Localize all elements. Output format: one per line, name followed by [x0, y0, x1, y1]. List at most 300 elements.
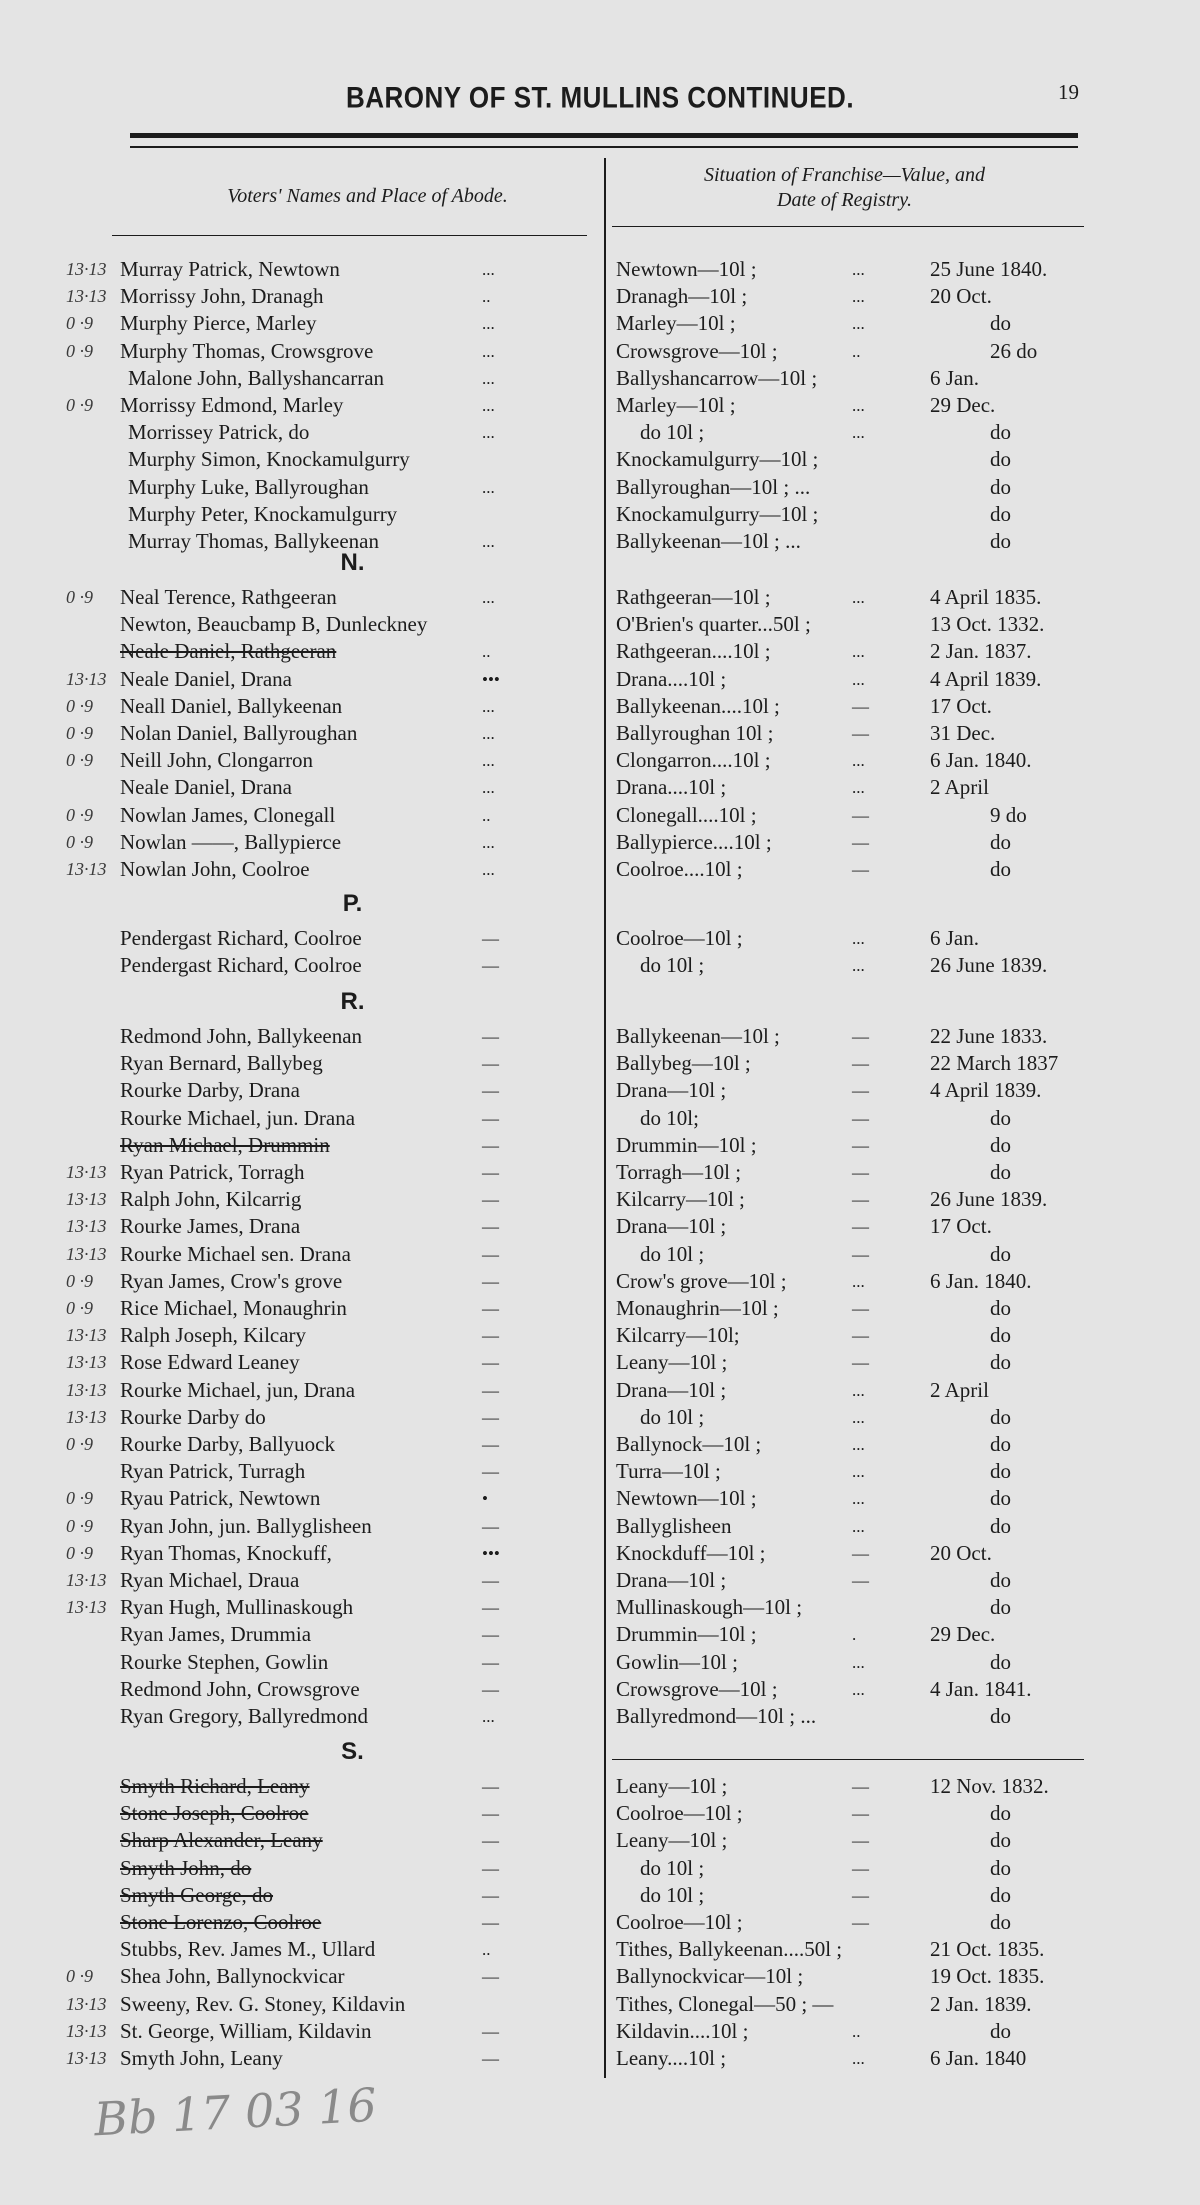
voter-name: Ryan Michael, Drummin — [120, 1132, 330, 1157]
voter-row — [0, 1377, 1200, 1404]
place-leader-dots: — — [852, 1190, 869, 1210]
margin-mark: 13·13 — [66, 1352, 107, 1373]
place-leader-dots: — — [852, 1858, 869, 1878]
franchise-place: Clonegall....10l ; — [616, 802, 757, 827]
place-leader-dots: — — [852, 1543, 869, 1563]
registry-date: 6 Jan. — [930, 365, 979, 390]
franchise-place: do 10l ; — [640, 1882, 705, 1907]
leader-dots: ... — [482, 532, 495, 551]
registry-date: 26 June 1839. — [930, 1187, 1048, 1212]
franchise-place: Coolroe—10l ; — [616, 1910, 743, 1934]
franchise-place: Ballyroughan 10l ; — [616, 721, 774, 745]
registry-date: 31 Dec. — [930, 721, 996, 745]
franchise-place: Crowsgrove—10l ; — [616, 338, 778, 363]
voter-name: Stone Lorenzo, Coolroe — [120, 1910, 322, 1934]
registry-date: 25 June 1840. — [930, 257, 1048, 281]
place-leader-dots: — — [852, 696, 869, 716]
voter-name: Smyth George, do — [120, 1882, 274, 1907]
place-leader-dots: ... — [852, 423, 865, 443]
place-leader-dots: — — [852, 1326, 869, 1346]
margin-mark: 13·13 — [66, 1325, 107, 1346]
place-leader-dots: ... — [852, 2049, 865, 2068]
margin-mark: 13·13 — [66, 1216, 107, 1237]
voter-row — [0, 1513, 1200, 1540]
leader-dots: — — [482, 2021, 499, 2041]
place-leader-dots: — — [852, 1217, 869, 1237]
right-header-rule — [612, 226, 1084, 227]
franchise-place: Drana....10l ; — [616, 775, 727, 800]
voter-name: St. George, William, Kildavin — [120, 2018, 372, 2043]
right-column-header-line1: Situation of Franchise—Value, and — [703, 164, 986, 186]
voter-row — [0, 1268, 1200, 1295]
voter-row — [0, 392, 1200, 419]
voter-row — [0, 1295, 1200, 1322]
registry-date: 21 Oct. 1835. — [930, 1937, 1045, 1962]
leader-dots: — — [482, 1081, 499, 1101]
place-leader-dots: ... — [852, 778, 865, 798]
page-number: 19 — [1058, 80, 1079, 104]
franchise-place: Newtown—10l ; — [616, 1486, 757, 1511]
voter-name: Rose Edward Leaney — [120, 1350, 300, 1375]
leader-dots: — — [482, 1435, 499, 1454]
leader-dots: ... — [482, 260, 495, 279]
margin-mark: 0 ·9 — [66, 1434, 93, 1454]
section-letter: N. — [340, 549, 365, 576]
leader-dots: — — [482, 1831, 499, 1851]
place-leader-dots: ... — [852, 314, 865, 334]
voter-name: Ralph Joseph, Kilcary — [120, 1323, 307, 1348]
leader-dots: — — [482, 1108, 499, 1128]
voter-row — [0, 1349, 1200, 1376]
registry-date: 12 Nov. 1832. — [930, 1774, 1049, 1798]
leader-dots: — — [482, 956, 499, 976]
franchise-place: Coolroe—10l ; — [616, 1801, 743, 1826]
margin-mark: 13·13 — [66, 1162, 107, 1182]
leader-dots: ... — [482, 341, 495, 361]
voter-row — [0, 611, 1200, 638]
registry-date: do — [990, 447, 1011, 472]
leader-dots: — — [482, 1885, 499, 1905]
voter-name: Sharp Alexander, Leany — [120, 1828, 323, 1853]
registry-date: do — [990, 501, 1011, 526]
voter-row — [0, 1827, 1200, 1854]
place-leader-dots: ... — [852, 1516, 865, 1536]
margin-mark: 0 ·9 — [66, 1488, 93, 1509]
registry-date: do — [990, 1105, 1011, 1130]
voter-row — [0, 256, 1200, 283]
voter-name: Rourke Darby, Drana — [120, 1078, 300, 1103]
voter-name: Rice Michael, Monaughrin — [120, 1296, 347, 1320]
voter-name: Neall Daniel, Ballykeenan — [120, 693, 343, 718]
voter-name: Sweeny, Rev. G. Stoney, Kildavin — [120, 1991, 406, 2016]
voter-name: Neale Daniel, Drana — [120, 666, 292, 691]
registry-date: do — [990, 420, 1011, 445]
margin-mark: 0 ·9 — [66, 1298, 93, 1318]
leader-dots: — — [482, 1326, 499, 1346]
voter-name: Pendergast Richard, Coolroe — [120, 953, 362, 978]
voter-row — [0, 1050, 1200, 1077]
voter-name: Smyth Richard, Leany — [120, 1774, 310, 1798]
voter-row — [0, 1936, 1200, 1963]
leader-dots: • — [482, 1489, 488, 1509]
voter-name: Ryan James, Crow's grove — [120, 1268, 343, 1293]
leader-dots: ... — [482, 423, 495, 443]
margin-mark: 0 ·9 — [66, 1515, 93, 1536]
franchise-place: Leany—10l ; — [616, 1774, 728, 1798]
voter-name: Neill John, Clongarron — [120, 748, 314, 773]
leader-dots: — — [482, 1571, 499, 1590]
leader-dots: .. — [482, 642, 491, 662]
voter-name: Ryan James, Drummia — [120, 1622, 312, 1647]
leader-dots: — — [482, 2049, 499, 2068]
voter-row — [0, 1676, 1200, 1703]
registry-date: 4 April 1839. — [930, 666, 1042, 691]
voter-row — [0, 1567, 1200, 1594]
margin-mark: 13·13 — [66, 668, 107, 689]
voter-name: Murphy Pierce, Marley — [120, 311, 317, 336]
voter-row — [0, 829, 1200, 856]
section-rule — [612, 1759, 1084, 1760]
place-leader-dots: . — [852, 1625, 857, 1645]
place-leader-dots: — — [852, 1831, 869, 1851]
franchise-place: Gowlin—10l ; — [616, 1649, 738, 1674]
voter-row — [0, 419, 1200, 446]
place-leader-dots: ... — [852, 396, 865, 415]
margin-mark: 13·13 — [66, 1597, 107, 1618]
place-leader-dots: — — [852, 860, 869, 879]
leader-dots: ... — [482, 724, 495, 743]
voter-name: Rourke Michael, jun, Drana — [120, 1377, 356, 1402]
registry-date: do — [990, 1855, 1011, 1880]
registry-date: do — [990, 1828, 1011, 1853]
registry-date: 26 June 1839. — [930, 953, 1048, 978]
margin-mark: 13·13 — [66, 286, 107, 307]
voter-row — [0, 1855, 1200, 1882]
franchise-place: O'Brien's quarter...50l ; — [616, 612, 811, 637]
place-leader-dots: — — [852, 1299, 869, 1318]
voter-row — [0, 747, 1200, 774]
franchise-place: Kilcarry—10l ; — [616, 1187, 745, 1212]
voter-row — [0, 1159, 1200, 1186]
header-rule-thick — [130, 133, 1078, 138]
voter-row — [0, 446, 1200, 473]
leader-dots: ... — [482, 396, 495, 415]
voter-row — [0, 1963, 1200, 1990]
franchise-place: Tithes, Clonegal—50 ; — — [616, 1991, 834, 2016]
registry-date: 29 Dec. — [930, 1622, 996, 1647]
place-leader-dots: — — [852, 1027, 869, 1046]
franchise-place: Crowsgrove—10l ; — [616, 1676, 778, 1701]
place-leader-dots: ... — [852, 1407, 865, 1427]
voter-row — [0, 1132, 1200, 1159]
registry-date: 26 do — [990, 338, 1038, 363]
right-column-header — [612, 163, 1077, 213]
margin-mark: 0 ·9 — [66, 804, 93, 825]
franchise-place: Coolroe—10l ; — [616, 926, 743, 950]
leader-dots: — — [482, 1777, 499, 1796]
place-leader-dots: — — [852, 1244, 869, 1264]
franchise-place: Tithes, Ballykeenan....50l ; — [616, 1937, 843, 1962]
registry-date: 6 Jan. 1840. — [930, 1268, 1032, 1293]
place-leader-dots: — — [852, 1777, 869, 1796]
place-leader-dots: ... — [852, 1271, 865, 1291]
franchise-place: Mullinaskough—10l ; — [616, 1595, 803, 1620]
voter-row — [0, 1023, 1200, 1050]
leader-dots: — — [482, 1407, 499, 1427]
registry-date: do — [990, 1568, 1011, 1592]
leader-dots: — — [482, 1054, 499, 1074]
registry-date: do — [990, 829, 1011, 854]
leader-dots: — — [482, 1380, 499, 1400]
voter-name: Stubbs, Rev. James M., Ullard — [120, 1937, 376, 1962]
franchise-place: Dranagh—10l ; — [616, 284, 748, 309]
registry-date: do — [990, 529, 1011, 553]
voter-row — [0, 365, 1200, 392]
voter-name: Morrissy Edmond, Marley — [120, 393, 344, 417]
margin-mark: 0 ·9 — [66, 750, 93, 771]
voter-name: Murphy Simon, Knockamulgurry — [128, 447, 410, 472]
registry-date: 17 Oct. — [930, 693, 992, 718]
voter-row — [0, 1105, 1200, 1132]
voter-name: Shea John, Ballynockvicar — [120, 1964, 345, 1989]
franchise-place: Knockamulgurry—10l ; — [616, 447, 819, 472]
voter-row — [0, 925, 1200, 952]
voter-name: Malone John, Ballyshancarran — [128, 365, 385, 390]
leader-dots: — — [482, 1027, 499, 1046]
leader-dots: — — [482, 1913, 499, 1932]
voter-name: Pendergast Richard, Coolroe — [120, 926, 362, 950]
voter-row — [0, 1621, 1200, 1648]
place-leader-dots: — — [852, 1353, 869, 1373]
margin-mark: 0 ·9 — [66, 695, 93, 716]
margin-mark: 13·13 — [66, 1379, 107, 1400]
franchise-place: Drummin—10l ; — [616, 1622, 757, 1647]
voter-row — [0, 693, 1200, 720]
franchise-place: Drana—10l ; — [616, 1377, 727, 1402]
registry-date: do — [990, 1704, 1011, 1728]
voter-row — [0, 1404, 1200, 1431]
place-leader-dots: .. — [852, 341, 861, 361]
leader-dots: — — [482, 1163, 499, 1182]
leader-dots: — — [482, 1244, 499, 1264]
voter-row — [0, 1322, 1200, 1349]
voter-name: Ryan Gregory, Ballyredmond — [120, 1704, 368, 1728]
voter-name: Rourke Stephen, Gowlin — [120, 1649, 329, 1674]
header-rule-thin — [130, 146, 1078, 148]
page-title: BARONY OF ST. MULLINS CONTINUED. — [345, 79, 855, 115]
registry-date: do — [990, 1160, 1011, 1184]
voter-name: Murphy Peter, Knockamulgurry — [128, 501, 398, 526]
margin-mark: 13·13 — [66, 1406, 107, 1427]
registry-date: 20 Oct. — [930, 1540, 992, 1565]
voter-name: Murphy Thomas, Crowsgrove — [120, 338, 374, 363]
voter-name: Rourke Michael, jun. Drana — [120, 1105, 356, 1130]
leader-dots: — — [482, 1190, 499, 1210]
voter-row — [0, 1458, 1200, 1485]
voter-name: Ryan Hugh, Mullinaskough — [120, 1595, 354, 1620]
franchise-place: Ballyredmond—10l ; ... — [616, 1704, 817, 1728]
franchise-place: do 10l ; — [640, 1404, 705, 1429]
franchise-place: Marley—10l ; — [616, 393, 736, 417]
franchise-place: Ballykeenan—10l ; ... — [616, 529, 801, 553]
leader-dots: ... — [482, 778, 495, 798]
place-leader-dots: — — [852, 832, 869, 852]
leader-dots: — — [482, 1353, 499, 1373]
franchise-place: Ballyglisheen — [616, 1513, 732, 1538]
voter-row — [0, 1649, 1200, 1676]
voter-row — [0, 2018, 1200, 2045]
franchise-place: Rathgeeran....10l ; — [616, 639, 771, 664]
leader-dots: — — [482, 929, 499, 948]
voter-name: Neal Terence, Rathgeeran — [120, 585, 337, 609]
place-leader-dots: — — [852, 805, 869, 825]
place-leader-dots: .. — [852, 2021, 861, 2041]
franchise-place: Clongarron....10l ; — [616, 748, 771, 773]
voter-name: Smyth John, do — [120, 1855, 252, 1880]
voter-name: Murphy Luke, Ballyroughan — [128, 474, 369, 499]
voter-name: Rourke James, Drana — [120, 1214, 301, 1239]
voter-row — [0, 1909, 1200, 1936]
leader-dots: — — [482, 1598, 499, 1618]
registry-date: 13 Oct. 1332. — [930, 612, 1045, 637]
registry-date: do — [990, 1882, 1011, 1907]
voter-row — [0, 1540, 1200, 1567]
franchise-place: Leany—10l ; — [616, 1350, 728, 1375]
place-leader-dots: — — [852, 1054, 869, 1074]
place-leader-dots: ... — [852, 1489, 865, 1509]
voter-name: Nowlan John, Coolroe — [120, 857, 310, 881]
registry-date: do — [990, 311, 1011, 336]
registry-date: 29 Dec. — [930, 393, 996, 417]
voter-row — [0, 2045, 1200, 2072]
leader-dots: ... — [482, 314, 495, 334]
leader-dots: — — [482, 1804, 499, 1824]
voter-name: Ryan Bernard, Ballybeg — [120, 1051, 323, 1076]
registry-date: 2 April — [930, 775, 989, 800]
leader-dots: ... — [482, 368, 495, 388]
voter-name: Ryau Patrick, Newtown — [120, 1486, 321, 1511]
franchise-place: do 10l ; — [640, 1241, 705, 1266]
section-letter: S. — [341, 1738, 364, 1765]
place-leader-dots: — — [852, 1804, 869, 1824]
registry-date: do — [990, 474, 1011, 499]
place-leader-dots: ... — [852, 1435, 865, 1454]
registry-date: do — [990, 1910, 1011, 1934]
leader-dots: — — [482, 1299, 499, 1318]
voter-row — [0, 1773, 1200, 1800]
franchise-place: Ballypierce....10l ; — [616, 829, 772, 854]
voter-row — [0, 1882, 1200, 1909]
registry-date: do — [990, 1350, 1011, 1375]
franchise-place: Marley—10l ; — [616, 311, 736, 336]
section-letter: R. — [340, 988, 365, 1015]
voter-row — [0, 1703, 1200, 1730]
franchise-place: Drana—10l ; — [616, 1214, 727, 1239]
leader-dots: — — [482, 1217, 499, 1237]
registry-date: 19 Oct. 1835. — [930, 1964, 1045, 1989]
registry-date: 6 Jan. — [930, 926, 979, 950]
registry-date: do — [990, 1432, 1011, 1456]
voter-name: Murray Patrick, Newtown — [120, 257, 340, 281]
leader-dots: .. — [482, 805, 491, 825]
place-leader-dots: — — [852, 1081, 869, 1101]
place-leader-dots: — — [852, 1108, 869, 1128]
leader-dots: — — [482, 1271, 499, 1291]
registry-date: do — [990, 1459, 1011, 1484]
voter-row — [0, 283, 1200, 310]
margin-mark: 0 ·9 — [66, 1270, 93, 1291]
registry-date: do — [990, 1595, 1011, 1620]
voter-name: Ryan Patrick, Torragh — [120, 1160, 305, 1184]
voter-row — [0, 1800, 1200, 1827]
margin-mark: 13·13 — [66, 2048, 107, 2068]
voter-row — [0, 1213, 1200, 1240]
voter-name: Newton, Beaucbamp B, Dunleckney — [120, 612, 428, 637]
voter-name: Ryan Thomas, Knockuff, — [120, 1540, 332, 1565]
registry-date: do — [990, 1296, 1011, 1320]
franchise-place: Ballynockvicar—10l ; — [616, 1964, 804, 1989]
leader-dots: ... — [482, 1707, 495, 1726]
franchise-place: Ballyshancarrow—10l ; — [616, 365, 818, 390]
registry-date: 22 March 1837 — [930, 1051, 1059, 1076]
franchise-place: Turra—10l ; — [616, 1459, 721, 1484]
franchise-place: Crow's grove—10l ; — [616, 1268, 787, 1293]
franchise-place: Ballynock—10l ; — [616, 1432, 762, 1456]
voter-row — [0, 1077, 1200, 1104]
voter-row — [0, 666, 1200, 693]
franchise-place: Drana....10l ; — [616, 666, 727, 691]
franchise-place: Ballykeenan....10l ; — [616, 693, 780, 718]
voter-row — [0, 1485, 1200, 1512]
franchise-place: Drummin—10l ; — [616, 1132, 757, 1157]
franchise-place: Drana—10l ; — [616, 1568, 727, 1592]
registry-date: 2 Jan. 1837. — [930, 639, 1032, 664]
voter-name: Morrissy John, Dranagh — [120, 284, 324, 309]
place-leader-dots: — — [852, 1913, 869, 1932]
voter-name: Nowlan James, Clonegall — [120, 802, 336, 827]
voter-name: Rourke Michael sen. Drana — [120, 1241, 351, 1266]
registry-date: 20 Oct. — [930, 284, 992, 309]
leader-dots: ... — [482, 696, 495, 716]
voter-row — [0, 474, 1200, 501]
margin-mark: 0 ·9 — [66, 587, 93, 607]
franchise-place: Leany....10l ; — [616, 2046, 727, 2070]
franchise-place: do 10l ; — [640, 1855, 705, 1880]
leader-dots: — — [482, 1516, 499, 1536]
leader-dots: — — [482, 1135, 499, 1155]
margin-mark: 13·13 — [66, 1189, 107, 1210]
place-leader-dots: — — [852, 724, 869, 743]
voter-name: Stone Joseph, Coolroe — [120, 1801, 309, 1826]
voter-row — [0, 856, 1200, 883]
franchise-place: Knockamulgurry—10l ; — [616, 501, 819, 526]
voter-row — [0, 1431, 1200, 1458]
voter-name: Morrissey Patrick, do — [128, 420, 310, 445]
franchise-place: Ballykeenan—10l ; — [616, 1024, 780, 1048]
voter-name: Smyth John, Leany — [120, 2046, 283, 2070]
voter-row — [0, 802, 1200, 829]
leader-dots: — — [482, 1625, 499, 1645]
franchise-place: Drana—10l ; — [616, 1078, 727, 1103]
place-leader-dots: ... — [852, 260, 865, 279]
registry-date: 4 April 1835. — [930, 585, 1042, 609]
margin-mark: 13·13 — [66, 2020, 107, 2041]
leader-dots: .. — [482, 1940, 491, 1960]
place-leader-dots: ... — [852, 751, 865, 771]
margin-mark: 13·13 — [66, 259, 107, 279]
voter-row — [0, 774, 1200, 801]
franchise-place: Rathgeeran—10l ; — [616, 585, 771, 609]
